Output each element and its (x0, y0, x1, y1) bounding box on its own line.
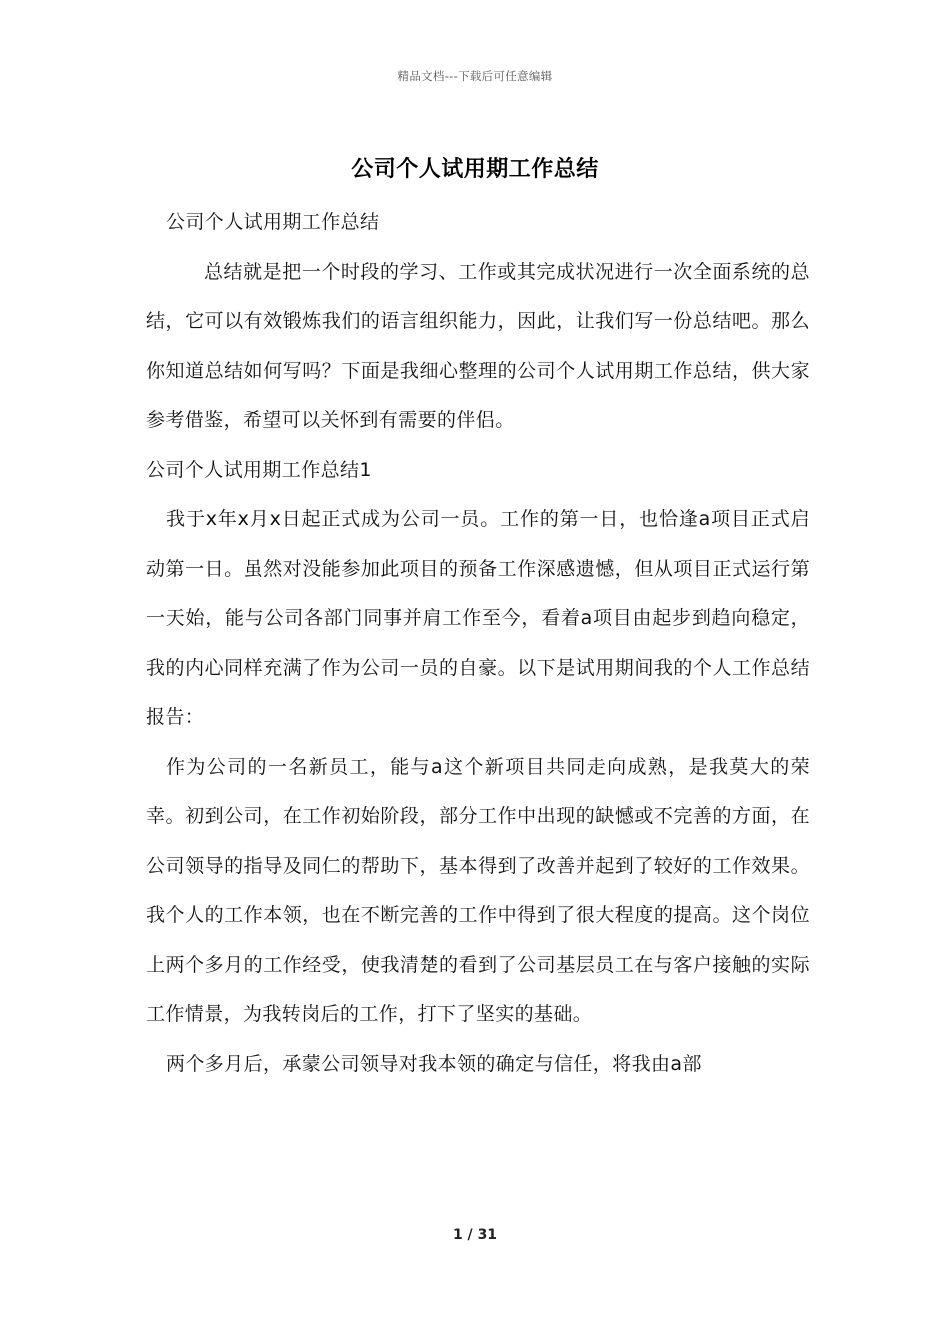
document-title: 公司个人试用期工作总结 (351, 156, 599, 182)
page-number: 1 (452, 1227, 463, 1243)
page-header: 精品文档---下载后可任意编辑 (397, 69, 553, 83)
subtitle-paragraph: 公司个人试用期工作总结 (166, 211, 380, 233)
body-paragraph: 我于x年x月x日起正式成为公司一员。工作的第一日，也恰逢a项目正式启动第一日。虽然对没能参加此项目的预备工作深感遗憾，但从项目正式运行第一天始，能与公司各部门同事并肩工作至今，看着a项目由起步到趋向稳定，我的内心同样充满了作为公司一员的自豪。以下是试用期间我的个人工作总结报告： (146, 508, 810, 728)
intro-paragraph: 总结就是把一个时段的学习、工作或其完成状况进行一次全面系统的总结，它可以有效锻炼我们的语言组织能力，因此，让我们写一份总结吧。那么你知道总结如何写吗？下面是我细心整理的公司个人试用期工作总结，供大家参考借鉴，希望可以关怀到有需要的伴侣。 (146, 260, 810, 431)
page-separator: / (462, 1227, 478, 1243)
body-paragraph: 作为公司的一名新员工，能与a这个新项目共同走向成熟，是我莫大的荣幸。初到公司，在工作初始阶段，部分工作中出现的缺憾或不完善的方面，在公司领导的指导及同仁的帮助下，基本得到了改善并起到了较好的工作效果。我个人的工作本领，也在不断完善的工作中得到了很大程度的提高。这个岗位上两个多月的工作经受，使我清楚的看到了公司基层员工在与客户接触的实际工作情景，为我转岗后的工作，打下了坚实的基础。 (146, 755, 810, 1025)
body-paragraph: 两个多月后，承蒙公司领导对我本领的确定与信任，将我由a部 (166, 1052, 702, 1075)
page-footer (0, 1227, 950, 1243)
document-body (146, 198, 810, 1089)
section-heading: 公司个人试用期工作总结1 (146, 458, 372, 481)
page-total: 31 (477, 1227, 498, 1243)
